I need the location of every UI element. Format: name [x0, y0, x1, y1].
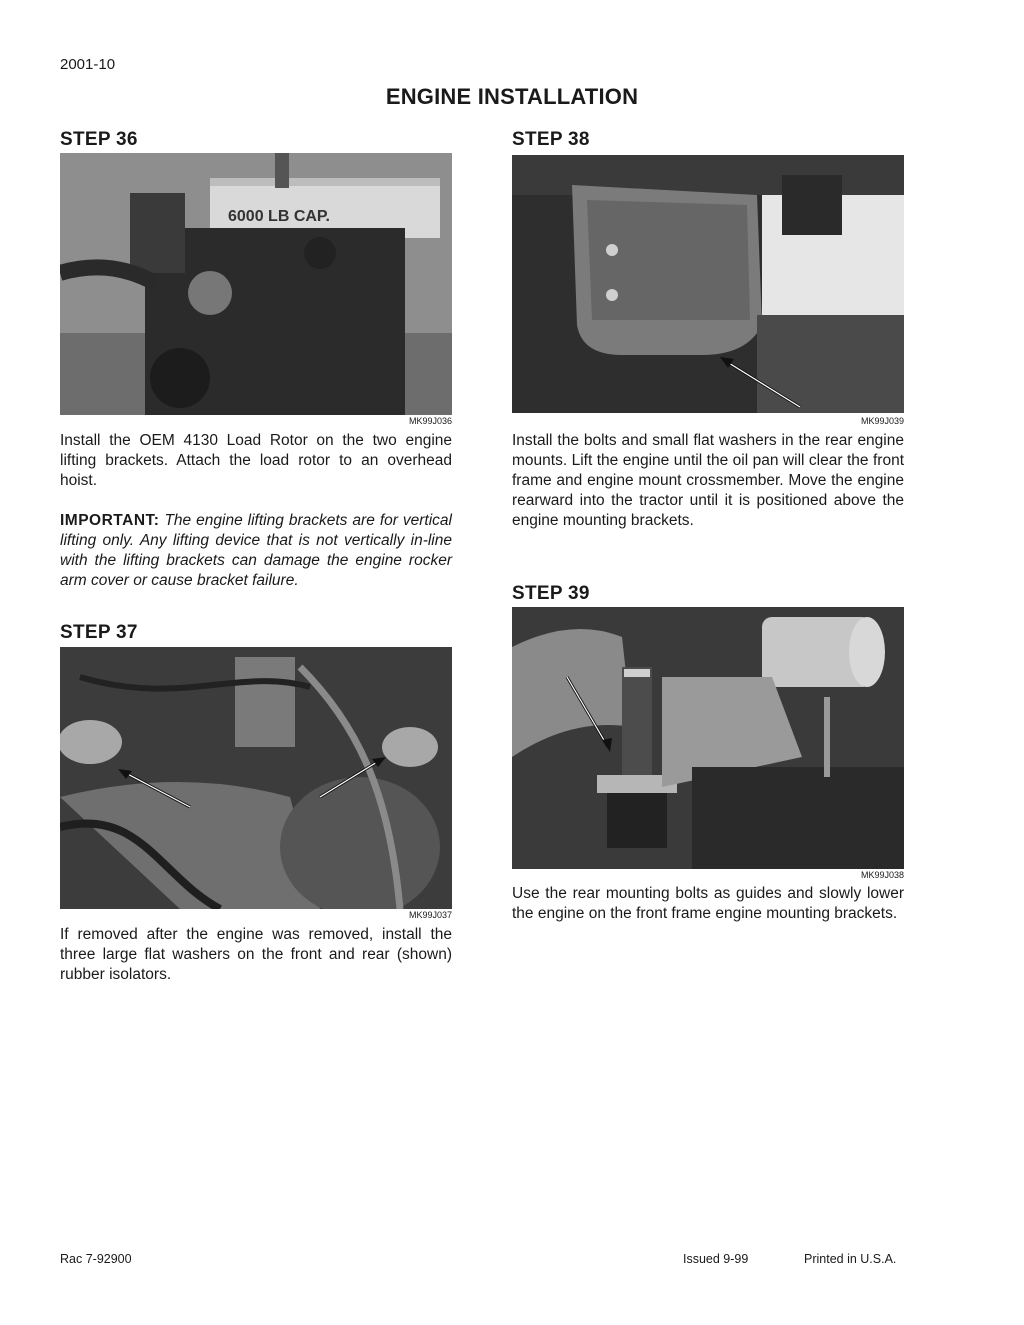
page-title: ENGINE INSTALLATION: [385, 84, 639, 109]
important-label: IMPORTANT:: [60, 512, 160, 529]
step-36-heading: STEP 36: [60, 129, 138, 150]
step-37-heading: STEP 37: [60, 622, 138, 643]
important-text: The engine lifting brackets are for vertical lifting only. Any lifting device that is not vertically in-line with the lifting brackets can damage the engine rocker arm cover or cause bracket failure.: [60, 512, 452, 589]
section-number: 2001-10: [60, 56, 116, 73]
step-38-photo: [512, 155, 904, 413]
step-36-text: Install the OEM 4130 Load Rotor on the two engine lifting brackets. Attach the load rotor to an overhead hoist.: [60, 432, 452, 489]
load-rotor-label: 6000 LB CAP.: [228, 208, 330, 225]
step-36-important: [60, 511, 452, 591]
footer-printed: Printed in U.S.A.: [804, 1252, 897, 1266]
step-37-text: If removed after the engine was removed, install the three large flat washers on the front and rear (shown) rubber isolators.: [60, 926, 452, 983]
step-38-heading: STEP 38: [512, 129, 590, 150]
step-37-figure-id: MK99J037: [408, 910, 452, 920]
step-39-text: Use the rear mounting bolts as guides and slowly lower the engine on the front frame engine mounting brackets.: [512, 885, 904, 922]
step-37-photo: [60, 647, 452, 909]
step-38-figure-id: MK99J039: [860, 416, 904, 426]
step-38-text: Install the bolts and small flat washers in the rear engine mounts. Lift the engine until the oil pan will clear the front frame and engine mount crossmember. Move the engine rearward into the tractor until it is positioned above the engine mounting brackets.: [512, 432, 904, 529]
footer-document-number: Rac 7-92900: [60, 1252, 132, 1266]
step-39-figure-id: MK99J038: [860, 870, 904, 880]
footer-issued: Issued 9-99: [683, 1252, 749, 1266]
step-39-heading: STEP 39: [512, 583, 590, 604]
step-39-photo: [512, 607, 904, 869]
step-36-photo: [60, 153, 452, 415]
step-36-figure-id: MK99J036: [408, 416, 452, 426]
